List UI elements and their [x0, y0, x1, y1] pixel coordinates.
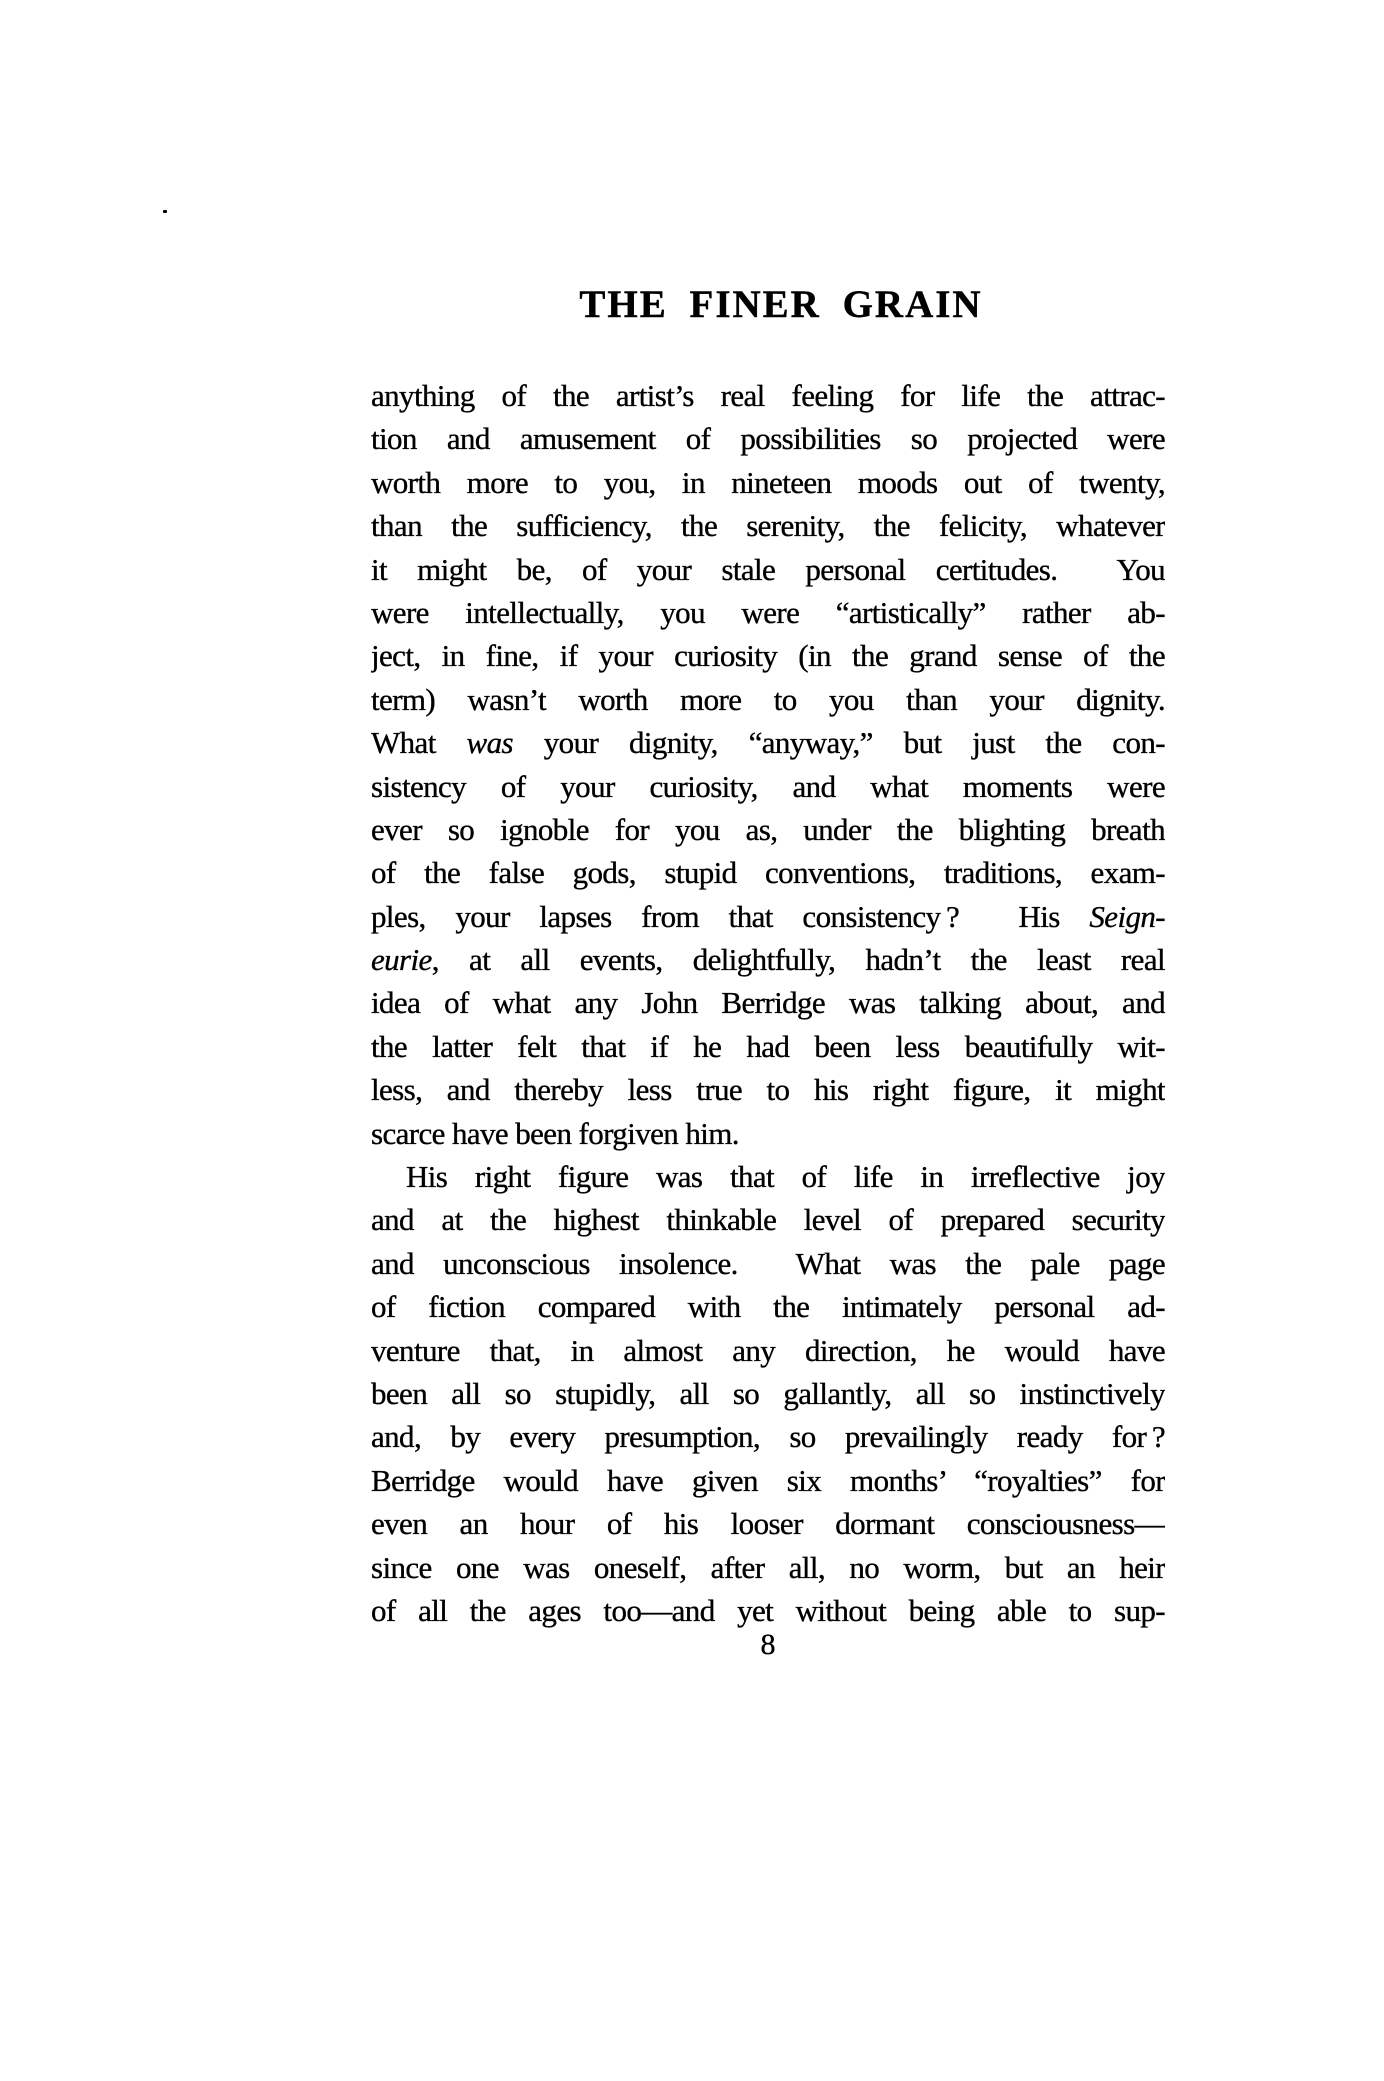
- page-number: 8: [760, 1628, 776, 1662]
- roman-text: Berridge would have given six months’ “royalties” for: [371, 1462, 1165, 1498]
- text-line: [371, 1198, 1165, 1241]
- text-line: [371, 504, 1165, 547]
- roman-text: His right figure was that of life in irreflective joy: [406, 1159, 1165, 1195]
- text-line: [371, 1459, 1165, 1502]
- text-line: [371, 678, 1165, 721]
- roman-text: sistency of your curiosity, and what moments were: [371, 768, 1165, 804]
- text-line: [371, 1112, 1165, 1155]
- roman-text: idea of what any John Berridge was talking about, and: [371, 985, 1165, 1021]
- roman-text: and unconscious insolence. What was the pale page: [371, 1245, 1165, 1281]
- roman-text: of all the ages too—and yet without being able to sup-: [371, 1592, 1165, 1628]
- text-line: [371, 548, 1165, 591]
- roman-text: and, by every presumption, so prevailingly ready for ?: [371, 1419, 1165, 1455]
- roman-text: the latter felt that if he had been less beautifully wit-: [371, 1028, 1165, 1064]
- roman-text: even an hour of his looser dormant consciousness—: [371, 1506, 1165, 1542]
- roman-text: worth more to you, in nineteen moods out of twenty,: [371, 464, 1165, 500]
- text-line: [371, 851, 1165, 894]
- roman-text: ever so ignoble for you as, under the blighting breath: [371, 811, 1165, 847]
- roman-text: ject, in fine, if your curiosity (in the grand sense of the: [371, 638, 1165, 674]
- roman-text: it might be, of your stale personal certitudes. You: [371, 551, 1165, 587]
- text-line: [371, 374, 1165, 417]
- roman-text: scarce have been forgiven him.: [371, 1115, 739, 1151]
- roman-text: ples, your lapses from that consistency ? His: [371, 898, 1090, 934]
- italic-text: eurie: [371, 942, 432, 978]
- text-line: [371, 461, 1165, 504]
- roman-text: anything of the artist’s real feeling for life the attrac-: [371, 378, 1165, 413]
- text-line: [371, 1285, 1165, 1328]
- roman-text: What: [371, 725, 467, 761]
- text-line: [371, 634, 1165, 677]
- text-line: [371, 1155, 1165, 1198]
- roman-text: tion and amusement of possibilities so projected were: [371, 421, 1165, 457]
- text-line: [371, 1415, 1165, 1458]
- text-line: [371, 938, 1165, 981]
- text-line: [371, 721, 1165, 764]
- text-line: [371, 765, 1165, 808]
- text-line: [371, 1068, 1165, 1111]
- roman-text: than the sufficiency, the serenity, the felicity, whatever: [371, 508, 1165, 544]
- text-line: [371, 1546, 1165, 1589]
- text-line: [371, 1025, 1165, 1068]
- text-line: [371, 1329, 1165, 1372]
- text-line: [371, 1242, 1165, 1285]
- italic-text: was: [466, 725, 513, 761]
- roman-text: less, and thereby less true to his right figure, it might: [371, 1072, 1165, 1108]
- roman-text: since one was oneself, after all, no worm, but an heir: [371, 1549, 1165, 1585]
- roman-text: been all so stupidly, all so gallantly, all so instinctively: [371, 1375, 1165, 1411]
- roman-text: of the false gods, stupid conventions, traditions, exam-: [371, 855, 1165, 891]
- roman-text: of fiction compared with the intimately personal ad-: [371, 1289, 1165, 1325]
- roman-text: , at all events, delightfully, hadn’t the least real: [431, 942, 1165, 978]
- text-line: [371, 591, 1165, 634]
- text-line: [371, 1372, 1165, 1415]
- roman-text: were intellectually, you were “artistically” rather ab-: [371, 594, 1165, 630]
- roman-text: term) wasn’t worth more to you than your dignity.: [371, 681, 1165, 717]
- roman-text: your dignity, “anyway,” but just the con-: [512, 725, 1165, 761]
- italic-text: Seign-: [1089, 898, 1165, 934]
- roman-text: and at the highest thinkable level of prepared security: [371, 1202, 1165, 1238]
- body-text: [371, 374, 1165, 1632]
- roman-text: venture that, in almost any direction, he would have: [371, 1332, 1165, 1368]
- text-line: [371, 808, 1165, 851]
- text-line: [371, 895, 1165, 938]
- text-line: [371, 1502, 1165, 1545]
- scan-speck: [163, 210, 167, 213]
- text-line: [371, 981, 1165, 1024]
- text-line: [371, 417, 1165, 460]
- page-title: THE FINER GRAIN: [579, 283, 983, 326]
- text-column: [371, 0, 1165, 1667]
